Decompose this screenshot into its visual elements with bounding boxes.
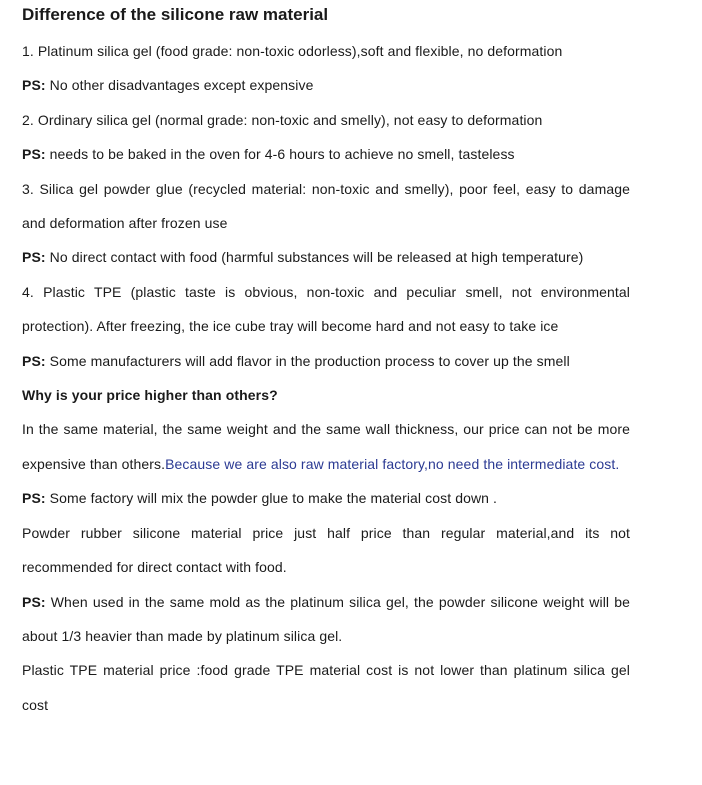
paragraph-12 [22,653,630,722]
paragraph-9 [22,481,630,515]
paragraph-text: needs to be baked in the oven for 4-6 hours to achieve no smell, tasteless [45,146,515,163]
ps-label: PS: [22,146,46,163]
paragraph-6 [22,240,630,274]
answer-text: In the same material, the same weight and the same wall thickness, our price can not be more expensive than others. [22,421,630,472]
ps-label: PS: [22,352,46,369]
paragraph-text: Plastic TPE material price :food grade TPE material cost is not lower than platinum silica gel cost [22,662,630,713]
paragraph-text: When used in the same mold as the platinum silica gel, the powder silicone weight will be about 1/3 heavier than made by platinum silica gel. [22,593,630,644]
paragraph-3 [22,103,630,137]
paragraph-text: Some manufacturers will add flavor in the production process to cover up the smell [45,352,570,369]
paragraph-1 [22,34,630,68]
paragraph-8 [22,344,630,378]
ps-label: PS: [22,77,46,94]
paragraph-text: Some factory will mix the powder glue to make the material cost down . [45,490,498,507]
document-body [22,4,630,722]
paragraph-text: 2. Ordinary silica gel (normal grade: non-toxic and smelly), not easy to deformation [22,111,543,128]
paragraph-11 [22,585,630,654]
paragraph-5 [22,172,630,241]
ps-label: PS: [22,490,46,507]
answer-highlight: Because we are also raw material factory,no need the intermediate cost. [165,455,620,472]
paragraph-text: Powder rubber silicone material price just half price than regular material,and its not recommended for direct contact with food. [22,524,630,576]
answer-paragraph [22,412,630,481]
question-text: Why is your price higher than others? [22,387,278,404]
paragraph-text: 1. Platinum silica gel (food grade: non-toxic odorless),soft and flexible, no deformation [22,43,563,59]
paragraph-text: No direct contact with food (harmful substances will be released at high temperature) [45,249,584,266]
ps-label: PS: [22,249,46,266]
paragraph-4 [22,137,630,171]
paragraph-10 [22,516,630,585]
paragraph-text: No other disadvantages except expensive [45,77,314,94]
question-heading [22,378,630,412]
paragraph-text: 4. Plastic TPE (plastic taste is obvious, non-toxic and peculiar smell, not environmental protection). After freezing, the ice cube tray will become hard and not easy to take ice [22,283,630,335]
paragraph-text: 3. Silica gel powder glue (recycled material: non-toxic and smelly), poor feel, easy to damage and deformation after frozen use [22,180,630,232]
paragraph-7 [22,275,630,344]
paragraph-2 [22,68,630,102]
ps-label: PS: [22,593,46,610]
page-title: Difference of the silicone raw material [22,5,329,24]
